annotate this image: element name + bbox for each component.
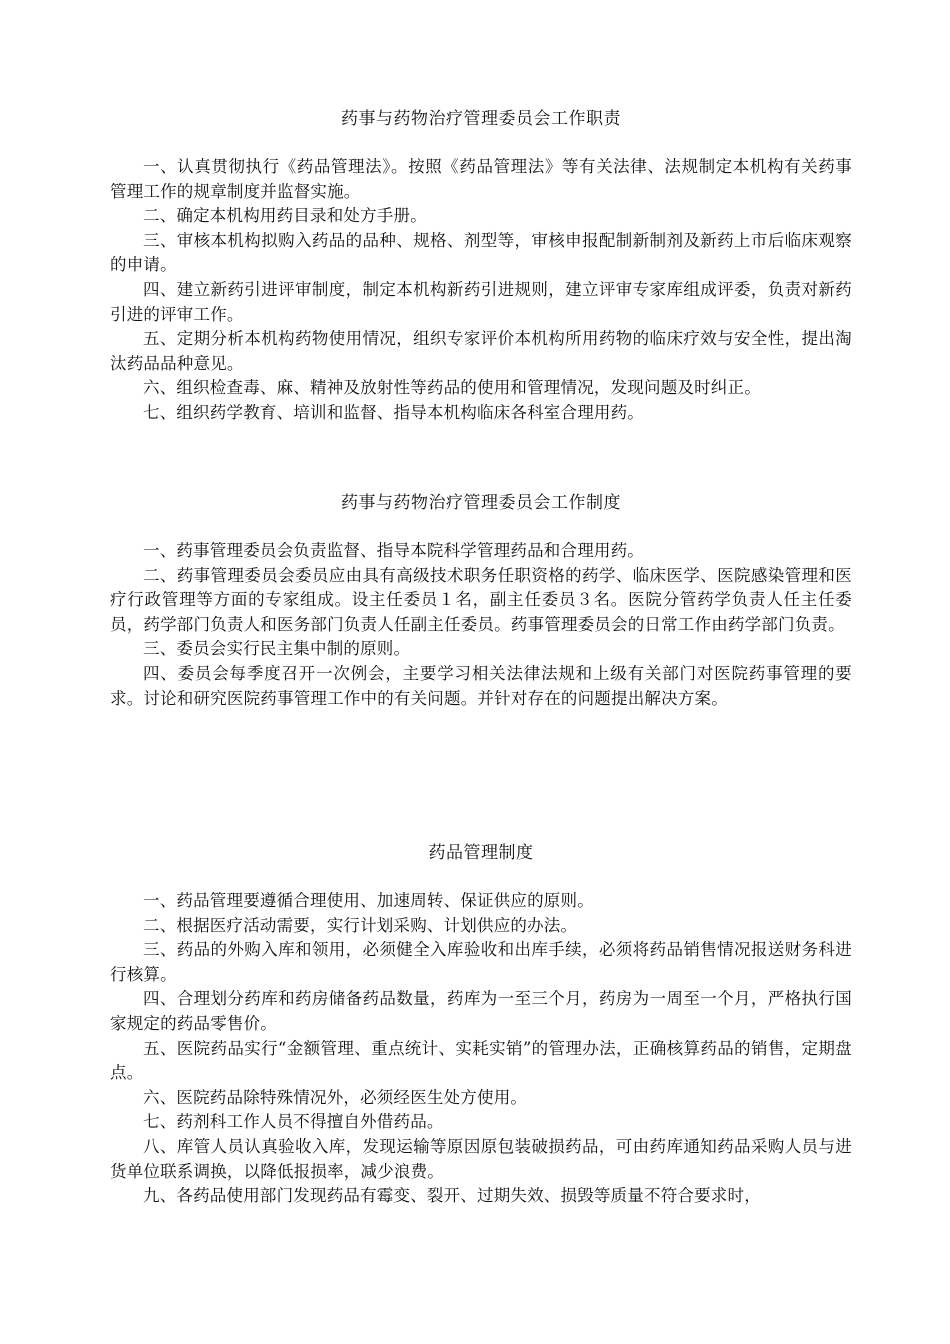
- paragraph: 一、药品管理要遵循合理使用、加速周转、保证供应的原则。: [143, 891, 594, 910]
- paragraph: 二、药事管理委员会委员应由具有高级技术职务任职资格的药学、临床医学、医院感染管理和医疗行政管理等方面的专家组成。设主任委员１名，副主任委员３名。医院分管药学负责人任主任委员，药学部门负责人和医务部门负责人任副主任委员。药事管理委员会的日常工作由药学部门负责。: [110, 565, 852, 634]
- paragraph: 六、医院药品除特殊情况外，必须经医生处方使用。: [143, 1087, 528, 1107]
- paragraph: 五、定期分析本机构药物使用情况，组织专家评价本机构所用药物的临床疗效与安全性，提出淘汰药品品种意见。: [110, 329, 852, 373]
- paragraph: 七、药剂科工作人员不得擅自外借药品。: [143, 1112, 444, 1132]
- paragraph: 八、库管人员认真验收入库，发现运输等原因原包装破损药品，可由药库通知药品采购人员与进货单位联系调换，以降低报损率，减少浪费。: [110, 1136, 852, 1181]
- paragraph: 七、组织药学教育、培训和监督、指导本机构临床各科室合理用药。: [143, 402, 644, 422]
- paragraph: 九、各药品使用部门发现药品有霉变、裂开、过期失效、损毁等质量不符合要求时，: [143, 1186, 761, 1206]
- paragraph: 四、建立新药引进评审制度，制定本机构新药引进规则，建立评审专家库组成评委，负责对新药引进的评审工作。: [110, 279, 852, 324]
- paragraph: 二、确定本机构用药目录和处方手册。: [143, 206, 427, 226]
- paragraph: 三、委员会实行民主集中制的原则。: [143, 639, 411, 659]
- section-title: 药事与药物治疗管理委员会工作职责: [341, 109, 621, 129]
- paragraph: 六、组织检查毒、麻、精神及放射性等药品的使用和管理情况，发现问题及时纠正。: [143, 378, 761, 398]
- paragraph: 一、药事管理委员会负责监督、指导本院科学管理药品和合理用药。: [143, 541, 644, 560]
- paragraph: 四、合理划分药库和药房储备药品数量，药库为一至三个月，药房为一周至一个月，严格执行国家规定的药品零售价。: [110, 989, 852, 1033]
- section-title: 药事与药物治疗管理委员会工作制度: [341, 493, 621, 513]
- paragraph: 三、审核本机构拟购入药品的品种、规格、剂型等，审核申报配制新制剂及新药上市后临床观察的申请。: [110, 230, 852, 275]
- paragraph: 四、委员会每季度召开一次例会，主要学习相关法律法规和上级有关部门对医院药事管理的要求。讨论和研究医院药事管理工作中的有关问题。并针对存在的问题提出解决方案。: [110, 663, 852, 708]
- paragraph: 三、药品的外购入库和领用，必须健全入库验收和出库手续，必须将药品销售情况报送财务科进行核算。: [110, 940, 852, 984]
- paragraph: 一、认真贯彻执行《药品管理法》。按照《药品管理法》等有关法律、法规制定本机构有关药事管理工作的规章制度并监督实施。: [110, 157, 852, 201]
- section-duties: [110, 107, 852, 426]
- section-work-rules: [110, 491, 852, 711]
- section-title: 药品管理制度: [428, 843, 534, 863]
- section-drug-management: [110, 841, 852, 1209]
- paragraph: 五、医院药品实行“金额管理、重点统计、实耗实销”的管理办法，正确核算药品的销售，定期盘点。: [110, 1038, 852, 1083]
- paragraph: 二、根据医疗活动需要，实行计划采购、计划供应的办法。: [143, 915, 578, 935]
